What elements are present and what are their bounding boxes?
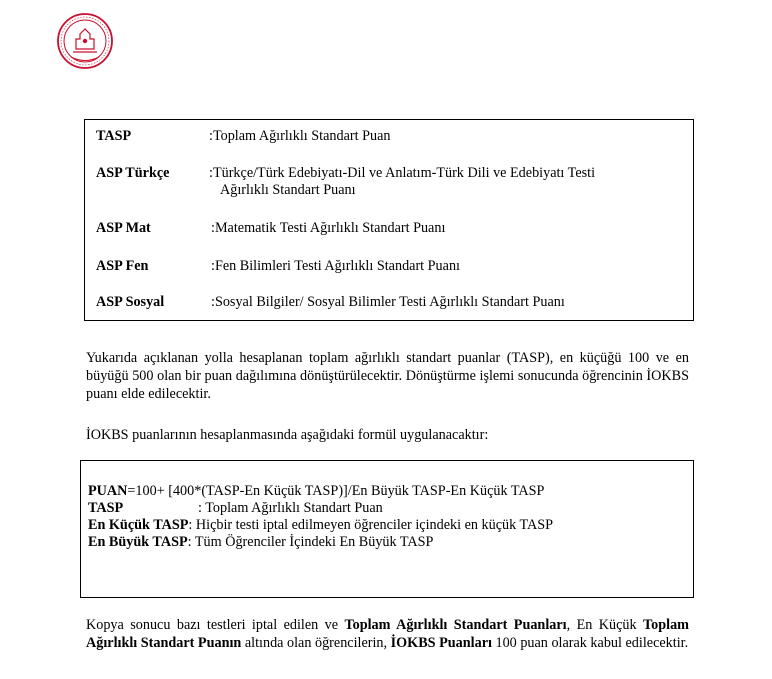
ministry-logo [56, 12, 114, 70]
definition-term: ASP Sosyal [96, 294, 165, 310]
definition-description: :Matematik Testi Ağırlıklı Standart Puanı [211, 220, 446, 236]
text-segment: altında olan öğrencilerin, [241, 635, 391, 651]
formula-definition-line [88, 534, 433, 551]
formula-term-text: : Toplam Ağırlıklı Standart Puan [198, 500, 383, 516]
formula-term-text: : Hiçbir testi iptal edilmeyen öğrenciler içindeki en küçük TASP [188, 517, 554, 533]
cheating-rule-paragraph [86, 616, 689, 652]
definition-description: :Türkçe/Türk Edebiyatı-Dil ve Anlatım-Türk Dili ve Edebiyatı Testi [209, 165, 596, 181]
text-segment: , En Küçük [566, 617, 643, 633]
conversion-paragraph: Yukarıda açıklanan yolla hesaplanan toplam ağırlıklı standart puanlar (TASP), en küçüğü 100 ve en büyüğü 500 olan bir puan dağılımına dönüştürülecektir. Dönüştürme işlemi sonucunda öğrencinin İOKBS puanı elde edilecektir. [86, 350, 689, 402]
formula-main-line [88, 483, 544, 500]
formula-definition-line [88, 500, 383, 517]
definition-description: :Sosyal Bilgiler/ Sosyal Bilimler Testi Ağırlıklı Standart Puanı [211, 294, 565, 310]
ministry-seal-icon [56, 12, 114, 70]
formula-puan-label: PUAN [88, 483, 128, 499]
formula-intro-paragraph: İOKBS puanlarının hesaplanmasında aşağıdaki formül uygulanacaktır: [86, 427, 489, 443]
definition-term: ASP Mat [96, 220, 151, 236]
formula-definition-line [88, 517, 553, 534]
definition-description-continuation: Ağırlıklı Standart Puanı [220, 182, 356, 198]
definition-description: :Fen Bilimleri Testi Ağırlıklı Standart Puanı [211, 258, 460, 274]
formula-box [80, 460, 694, 598]
text-segment: 100 puan olarak kabul edilecektir. [491, 635, 689, 651]
text-segment: Kopya sonucu bazı testleri iptal edilen ve [86, 617, 345, 633]
formula-term-text: : Tüm Öğrenciler İçindeki En Büyük TASP [187, 534, 434, 550]
formula-expression: =100+ [400*(TASP-En Küçük TASP)]/En Büyük TASP-En Küçük TASP [127, 483, 545, 499]
bold-segment: Toplam Ağırlıklı Standart Puanın [86, 617, 689, 651]
definition-term: ASP Türkçe [96, 165, 170, 181]
formula-term: En Büyük TASP [88, 534, 188, 550]
formula-term: TASP [88, 500, 124, 516]
bold-segment: İOKBS Puanları [390, 635, 492, 651]
definition-term: TASP [96, 128, 132, 144]
bold-segment: Toplam Ağırlıklı Standart Puanları [344, 617, 567, 633]
formula-term: En Küçük TASP [88, 517, 189, 533]
definition-term: ASP Fen [96, 258, 149, 274]
definition-description: :Toplam Ağırlıklı Standart Puan [209, 128, 391, 144]
definitions-box [84, 119, 694, 321]
